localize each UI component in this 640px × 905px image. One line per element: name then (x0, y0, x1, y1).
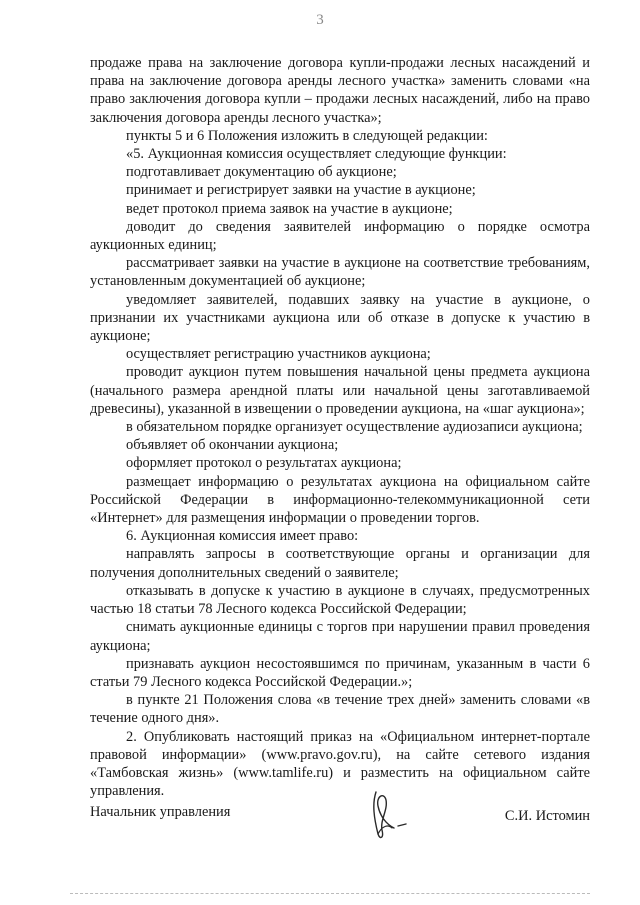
paragraph: в пункте 21 Положения слова «в течение трех дней» заменить словами «в течение одного дня». (90, 692, 590, 727)
paragraph: в обязательном порядке организует осуществление аудиозаписи аукциона; (126, 419, 583, 436)
paragraph: доводит до сведения заявителей информацию о порядке осмотра аукционных единиц; (90, 218, 590, 254)
paragraph: объявляет об окончании аукциона; (126, 437, 339, 454)
paragraph: «5. Аукционная комиссия осуществляет следующие функции: (126, 146, 507, 163)
paragraph: оформляет протокол о результатах аукциона; (126, 455, 402, 472)
paragraph-continuation: продаже права на заключение договора купли-продажи лесных насаждений и права на заключение договора аренды лесного участка» заменить словами «на право заключения договора купли – продажи лесных насаждений, либо на право заключения договора аренды лесного участка»; (90, 55, 590, 126)
handwritten-signature-icon (362, 784, 422, 844)
paragraph: рассматривает заявки на участие в аукционе на соответствие требованиям, установленным документацией об аукционе; (90, 255, 590, 290)
paragraph: снимать аукционные единицы с торгов при нарушении правил проведения аукциона; (90, 619, 590, 654)
paragraph: 2. Опубликовать настоящий приказ на «Официальном интернет-портале правовой информации» (www.pravo.gov.ru), на сайте сетевого издания «Тамбовская жизнь» (www.tamlife.ru) и разместить на официальном сайте управления. (90, 728, 590, 800)
document-body (90, 54, 590, 800)
signature-block (90, 802, 590, 862)
signer-position: Начальник управления (90, 804, 231, 820)
paragraph: признавать аукцион несостоявшимся по причинам, указанным в части 6 статьи 79 Лесного кодекса Российской Федерации.»; (90, 655, 590, 690)
paragraph: проводит аукцион путем повышения начальной цены предмета аукциона (начального размера арендной платы или начальной цены заготавливаемой древесины), указанной в извещении о проведении аукциона, на «шаг аукциона»; (90, 364, 590, 417)
paragraph: уведомляет заявителей, подавших заявку на участие в аукционе, о признании их участниками аукциона или об отказе в допуске к участию в аукционе; (90, 291, 590, 345)
paragraph: отказывать в допуске к участию в аукционе в случаях, предусмотренных частью 18 статьи 78 Лесного кодекса Российской Федерации; (90, 582, 590, 618)
paragraph: 6. Аукционная комиссия имеет право: (126, 528, 359, 545)
page-bottom-divider (70, 893, 590, 894)
paragraph: направлять запросы в соответствующие органы и организации для получения дополнительных сведений о заявителе; (90, 546, 590, 581)
signer-name: С.И. Истомин (504, 808, 590, 824)
paragraph: размещает информацию о результатах аукциона на официальном сайте Российской Федерации в информационно-телекоммуникационной сети «Интернет» для размещения информации о проведении торгов. (90, 473, 590, 527)
page-number: 3 (316, 12, 324, 28)
paragraph: ведет протокол приема заявок на участие в аукционе; (126, 200, 453, 217)
paragraph: пункты 5 и 6 Положения изложить в следующей редакции: (126, 127, 488, 144)
paragraph: осуществляет регистрацию участников аукциона; (126, 346, 431, 363)
paragraph: принимает и регистрирует заявки на участие в аукционе; (126, 182, 476, 199)
paragraph: подготавливает документацию об аукционе; (126, 164, 397, 181)
